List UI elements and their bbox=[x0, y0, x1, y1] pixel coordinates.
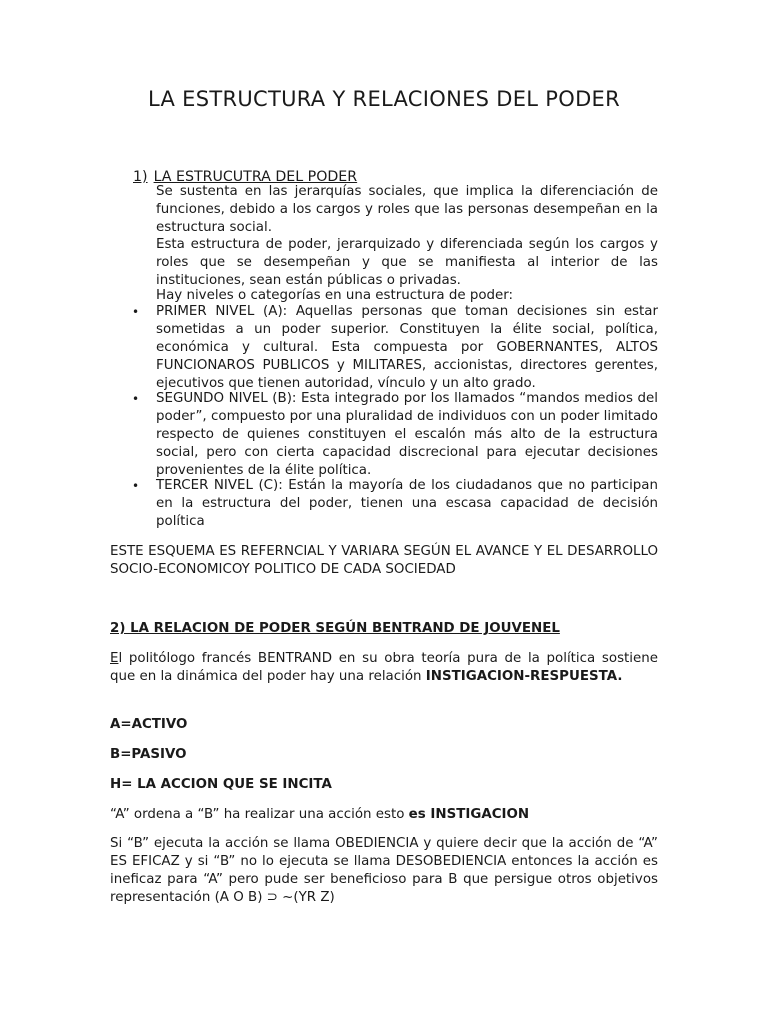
bullet-icon: • bbox=[132, 392, 140, 406]
list-item-tercer-nivel: TERCER NIVEL (C): Están la mayoría de los ciudadanos que no participan en la estructura del poder, tienen una escasa capacidad de decisión política bbox=[156, 478, 658, 529]
section-1-paragraph-2: Esta estructura de poder, jerarquizado y diferenciada según los cargos y roles que se desempeñan y que se manifiesta al interior de las instituciones, sean están públicas o privadas. bbox=[156, 237, 658, 288]
section-1-number: 1) bbox=[133, 169, 148, 185]
section-2-paragraph bbox=[110, 650, 658, 686]
paragraph-body-text: l politólogo francés BENTRAND en su obra teoría pura de la política sostiene que en la dinámica del poder hay una relación bbox=[110, 651, 658, 684]
section-1-paragraph-1: Se sustenta en las jerarquías sociales, que implica la diferenciación de funciones, debido a los cargos y roles que las personas desempeñan en la estructura social. bbox=[156, 184, 658, 235]
ordena-sentence bbox=[110, 806, 529, 824]
ordena-text: “A” ordena a “B” ha realizar una acción esto bbox=[110, 807, 409, 822]
definition-accion: H= LA ACCION QUE SE INCITA bbox=[110, 777, 332, 792]
list-item-segundo-nivel: SEGUNDO NIVEL (B): Esta integrado por los llamados “mandos medios del poder”, compuesto por una pluralidad de individuos con un poder limitado respecto de quienes constituyen el escalón más alto de la estructura social, pero con cierta capacidad discrecional para ejecutar decisiones provenientes de la élite política. bbox=[156, 391, 658, 478]
section-1-paragraph-3: Hay niveles o categorías en una estructura de poder: bbox=[156, 288, 514, 303]
bullet-icon: • bbox=[132, 479, 140, 493]
definition-pasivo: B=PASIVO bbox=[110, 747, 187, 762]
final-paragraph: Si “B” ejecuta la acción se llama OBEDIENCIA y quiere decir que la acción de “A” ES EFICAZ y si “B” no lo ejecuta se llama DESOBEDIENCIA entonces la acción es ineficaz para “A” pero pude ser beneficioso para B que persigue otros objetivos representación (A O B) ⊃ ~(YR Z) bbox=[110, 836, 658, 905]
definition-activo: A=ACTIVO bbox=[110, 717, 188, 732]
ordena-bold-term: es INSTIGACION bbox=[408, 807, 530, 822]
section-2-heading: 2) LA RELACION DE PODER SEGÚN BENTRAND DE JOUVENEL bbox=[110, 621, 560, 636]
list-item-primer-nivel: PRIMER NIVEL (A): Aquellas personas que toman decisiones sin estar sometidas a un poder superior. Constituyen la élite social, política, económica y cultural. Esta compuesta por GOBERNANTES, ALTOS FUNCIONAROS PUBLICOS y MILITARES, accionistas, directores gerentes, ejecutivos que tienen autoridad, vínculo y un alto grado. bbox=[156, 304, 658, 391]
paragraph-bold-term: INSTIGACION-RESPUESTA. bbox=[425, 669, 623, 684]
section-1-heading-text: LA ESTRUCUTRA DEL PODER bbox=[153, 169, 358, 185]
bullet-icon: • bbox=[132, 305, 140, 319]
paragraph-initial-letter: E bbox=[110, 651, 119, 666]
esquema-note: ESTE ESQUEMA ES REFERNCIAL Y VARIARA SEGÚN EL AVANCE Y EL DESARROLLO SOCIO-ECONOMICOY POLITICO DE CADA SOCIEDAD bbox=[110, 544, 658, 577]
document-title: LA ESTRUCTURA Y RELACIONES DEL PODER bbox=[148, 87, 620, 111]
